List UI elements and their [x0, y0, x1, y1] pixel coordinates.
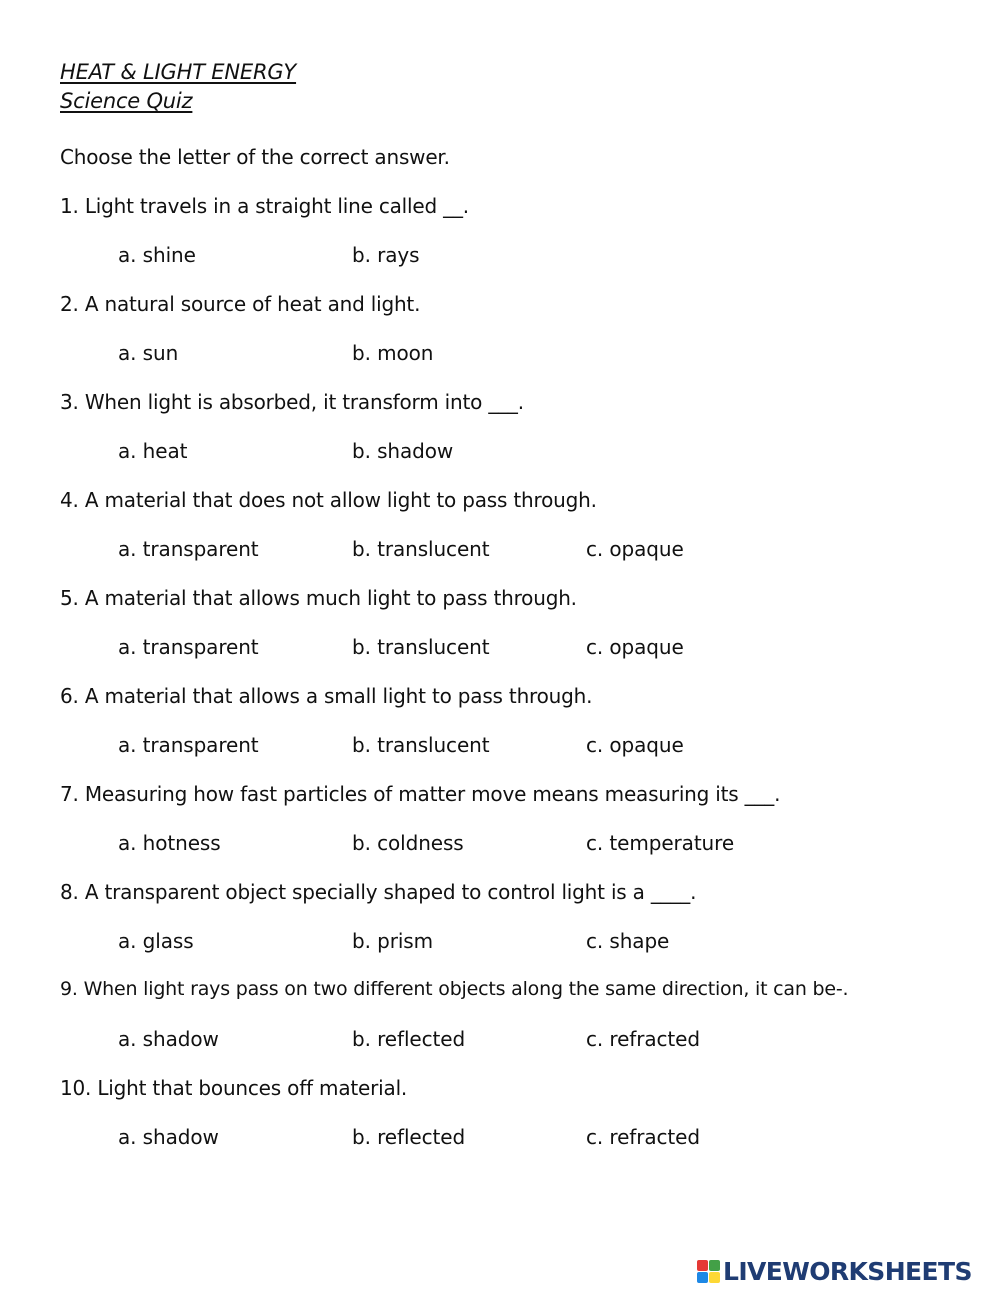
- liveworksheets-logo[interactable]: [697, 1253, 972, 1289]
- option-c[interactable]: c. refracted: [586, 1027, 700, 1051]
- question-7: [0, 782, 1000, 880]
- question-text: 5. A material that allows much light to pass through.: [60, 586, 577, 610]
- option-b[interactable]: b. moon: [352, 341, 434, 365]
- option-b[interactable]: b. translucent: [352, 537, 490, 561]
- option-b[interactable]: b. shadow: [352, 439, 454, 463]
- logo-square-blue: [697, 1272, 708, 1283]
- question-text: 2. A natural source of heat and light.: [60, 292, 421, 316]
- option-b[interactable]: b. translucent: [352, 635, 490, 659]
- question-6: [0, 684, 1000, 782]
- option-c[interactable]: c. opaque: [586, 537, 684, 561]
- question-text: 6. A material that allows a small light to pass through.: [60, 684, 593, 708]
- logo-text: LIVEWORKSHEETS: [723, 1256, 972, 1286]
- option-c[interactable]: c. opaque: [586, 733, 684, 757]
- question-text: 10. Light that bounces off material.: [60, 1076, 408, 1100]
- logo-square-yellow: [709, 1272, 720, 1283]
- question-2: [0, 292, 1000, 390]
- option-b[interactable]: b. reflected: [352, 1027, 466, 1051]
- question-text: 9. When light rays pass on two different objects along the same direction, it can be-.: [60, 978, 849, 1000]
- option-a[interactable]: a. transparent: [118, 733, 259, 757]
- question-text: 3. When light is absorbed, it transform into ___.: [60, 390, 524, 414]
- option-b[interactable]: b. reflected: [352, 1125, 466, 1149]
- question-text: 8. A transparent object specially shaped to control light is a ____.: [60, 880, 697, 904]
- option-a[interactable]: a. heat: [118, 439, 188, 463]
- question-8: [0, 880, 1000, 978]
- option-a[interactable]: a. transparent: [118, 537, 259, 561]
- logo-square-green: [709, 1260, 720, 1271]
- option-a[interactable]: a. shadow: [118, 1125, 219, 1149]
- option-a[interactable]: a. shine: [118, 243, 196, 267]
- question-text: 7. Measuring how fast particles of matter move means measuring its ___.: [60, 782, 781, 806]
- worksheet-subtitle: Science Quiz: [60, 89, 193, 113]
- option-a[interactable]: a. sun: [118, 341, 179, 365]
- logo-square-red: [697, 1260, 708, 1271]
- option-b[interactable]: b. coldness: [352, 831, 464, 855]
- question-4: [0, 488, 1000, 586]
- question-9: [0, 978, 1000, 1076]
- option-b[interactable]: b. prism: [352, 929, 433, 953]
- question-text: 1. Light travels in a straight line called __.: [60, 194, 469, 218]
- question-5: [0, 586, 1000, 684]
- option-b[interactable]: b. translucent: [352, 733, 490, 757]
- option-a[interactable]: a. shadow: [118, 1027, 219, 1051]
- question-3: [0, 390, 1000, 488]
- option-a[interactable]: a. glass: [118, 929, 194, 953]
- question-10: [0, 1076, 1000, 1174]
- instructions-text: Choose the letter of the correct answer.: [60, 145, 450, 169]
- option-c[interactable]: c. refracted: [586, 1125, 700, 1149]
- option-b[interactable]: b. rays: [352, 243, 420, 267]
- question-text: 4. A material that does not allow light to pass through.: [60, 488, 597, 512]
- option-c[interactable]: c. temperature: [586, 831, 735, 855]
- option-a[interactable]: a. hotness: [118, 831, 221, 855]
- option-c[interactable]: c. shape: [586, 929, 670, 953]
- option-c[interactable]: c. opaque: [586, 635, 684, 659]
- option-a[interactable]: a. transparent: [118, 635, 259, 659]
- question-1: [0, 194, 1000, 292]
- worksheet-title: HEAT & LIGHT ENERGY: [60, 60, 297, 84]
- liveworksheets-logo-icon: [697, 1260, 720, 1283]
